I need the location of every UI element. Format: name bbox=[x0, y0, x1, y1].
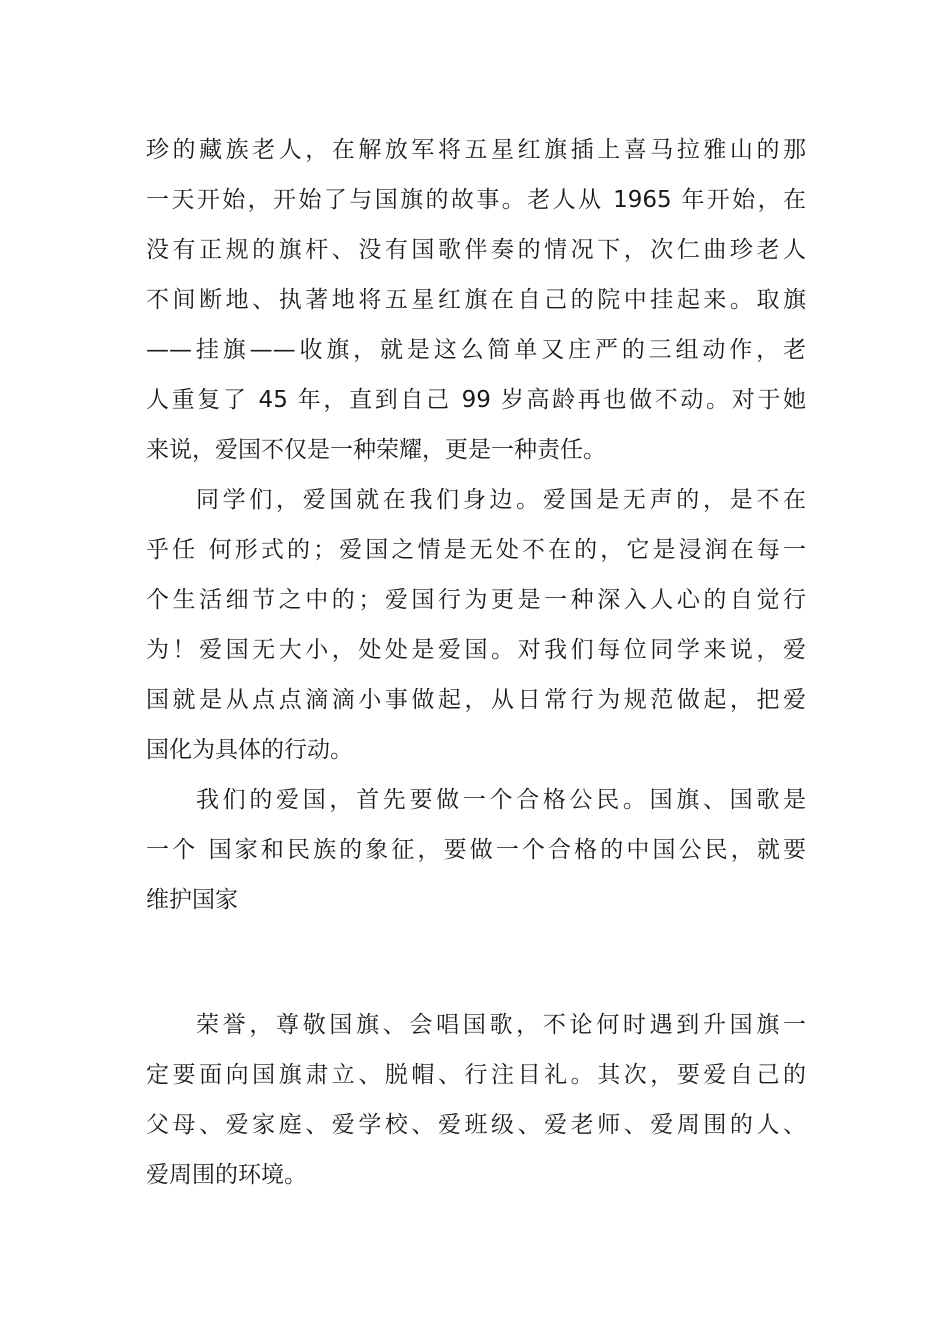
text-line: 国化为具体的行动。 bbox=[146, 737, 353, 763]
text-line: 定要面向国旗肃立、脱帽、行注目礼。其次，要爱自己的 bbox=[146, 1062, 806, 1088]
text-line: 人重复了 45 年，直到自己 99 岁高龄再也做不动。对于她 bbox=[146, 387, 806, 413]
text-line: 珍的藏族老人，在解放军将五星红旗插上喜马拉雅山的那 bbox=[146, 137, 806, 163]
text-line: 维护国家 bbox=[146, 887, 238, 913]
text-line: 没有正规的旗杆、没有国歌伴奏的情况下，次仁曲珍老人 bbox=[146, 237, 806, 263]
text-line: 为！爱国无大小，处处是爱国。对我们每位同学来说，爱 bbox=[146, 637, 806, 663]
text-line: 一个 国家和民族的象征，要做一个合格的中国公民，就要 bbox=[146, 837, 806, 863]
text-line: 来说，爱国不仅是一种荣耀，更是一种责任。 bbox=[146, 437, 606, 463]
text-line: 不间断地、执著地将五星红旗在自己的院中挂起来。取旗 bbox=[146, 287, 806, 313]
text-line: ——挂旗——收旗，就是这么简单又庄严的三组动作，老 bbox=[146, 337, 806, 363]
paragraph-first-line: 同学们，爱国就在我们身边。爱国是无声的，是不在 bbox=[196, 487, 806, 513]
text-line: 国就是从点点滴滴小事做起，从日常行为规范做起，把爱 bbox=[146, 687, 806, 713]
text-line: 父母、爱家庭、爱学校、爱班级、爱老师、爱周围的人、 bbox=[146, 1112, 806, 1138]
text-line: 一天开始，开始了与国旗的故事。老人从 1965 年开始，在 bbox=[146, 187, 806, 213]
text-line: 爱周围的环境。 bbox=[146, 1162, 307, 1188]
paragraph-first-line: 荣誉，尊敬国旗、会唱国歌，不论何时遇到升国旗一 bbox=[196, 1012, 806, 1038]
text-line: 乎任 何形式的；爱国之情是无处不在的，它是浸润在每一 bbox=[146, 537, 806, 563]
text-line: 个生活细节之中的；爱国行为更是一种深入人心的自觉行 bbox=[146, 587, 806, 613]
paragraph-first-line: 我们的爱国，首先要做一个合格公民。国旗、国歌是 bbox=[196, 787, 806, 813]
